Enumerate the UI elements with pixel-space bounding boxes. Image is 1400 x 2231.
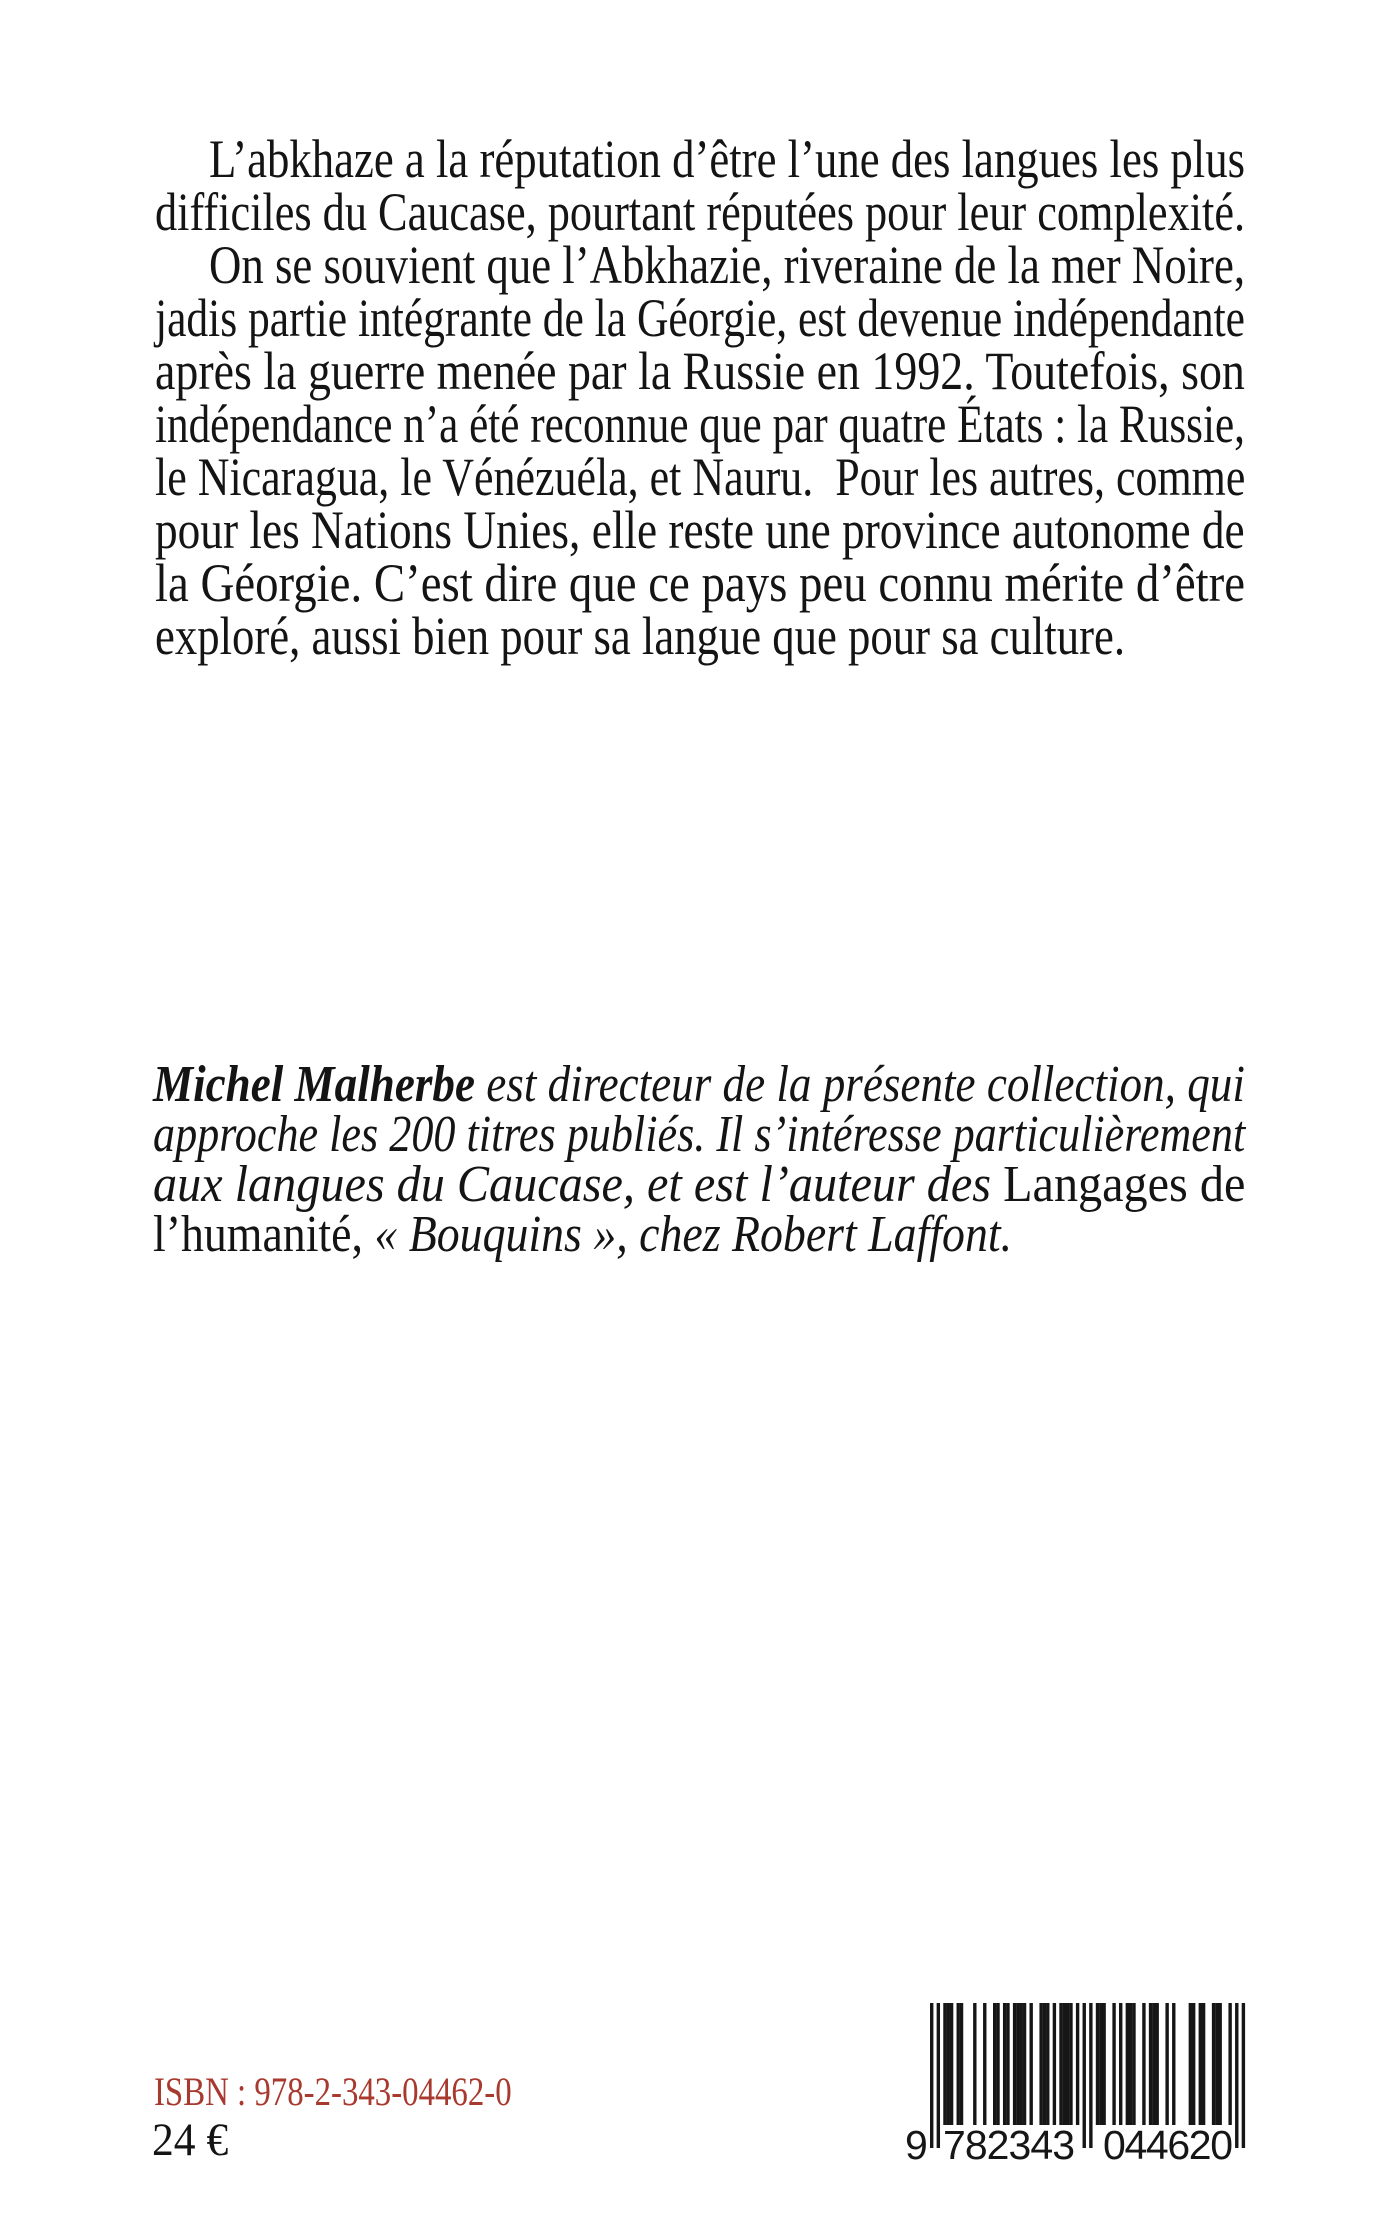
bio-text: aux langues du Caucase, et est l’auteur des	[153, 1156, 992, 1213]
synopsis-line	[155, 500, 1245, 560]
synopsis-line	[155, 129, 1246, 189]
ean13-barcode	[903, 2003, 1253, 2165]
synopsis-line-text: exploré, aussi bien pour sa langue que pour sa culture.	[155, 606, 1126, 666]
synopsis-line	[155, 447, 1246, 507]
barcode-right-digits: 044620	[1103, 2122, 1233, 2165]
price-label	[152, 2114, 229, 2166]
synopsis-line-text: difficiles du Caucase, pourtant réputées pour leur complexité.	[155, 182, 1246, 242]
synopsis-line	[155, 341, 1245, 401]
barcode-left-digits: 782343	[943, 2122, 1075, 2165]
bio-line	[153, 1106, 1246, 1163]
synopsis-line-text: indépendance n’a été reconnue que par quatre États : la Russie,	[155, 394, 1245, 454]
bio-text: est directeur de la présente collection, qui	[474, 1056, 1245, 1113]
synopsis-line	[155, 235, 1246, 295]
synopsis-line	[155, 553, 1246, 613]
synopsis-line-text: la Géorgie. C’est dire que ce pays peu connu mérite d’être	[155, 553, 1246, 613]
isbn-label	[154, 2069, 512, 2114]
bio-line-text: approche les 200 titres publiés. Il s’intéresse particulièrement	[153, 1106, 1246, 1163]
synopsis-line	[155, 182, 1246, 242]
book-title-part: Langages de	[991, 1156, 1246, 1213]
barcode-first-digit: 9	[905, 2122, 928, 2165]
book-title-part: l’humanité,	[153, 1206, 363, 1263]
author-bio-paragraph	[153, 1056, 1246, 1263]
synopsis-line-text: le Nicaragua, le Vénézuéla, et Nauru. Pour les autres, comme	[155, 447, 1246, 507]
price-text: 24 €	[152, 2114, 229, 2166]
bio-line-text	[153, 1056, 1245, 1113]
synopsis-line-text: jadis partie intégrante de la Géorgie, est devenue indépendante	[155, 288, 1245, 348]
synopsis-line	[155, 288, 1245, 348]
synopsis-line	[155, 394, 1245, 454]
author-name: Michel Malherbe	[153, 1056, 475, 1113]
bio-line-text	[153, 1206, 1013, 1263]
bio-line	[153, 1056, 1245, 1113]
synopsis-line-text: après la guerre menée par la Russie en 1992. Toutefois, son	[155, 341, 1245, 401]
isbn-text: ISBN : 978-2-343-04462-0	[154, 2069, 512, 2114]
synopsis-line	[155, 606, 1245, 666]
synopsis-line-text: L’abkhaze a la réputation d’être l’une des langues les plus	[209, 129, 1246, 189]
synopsis-line-text: On se souvient que l’Abkhazie, riveraine de la mer Noire,	[209, 235, 1246, 295]
synopsis-line-text: pour les Nations Unies, elle reste une province autonome de	[155, 500, 1245, 560]
synopsis-paragraph	[155, 129, 1246, 666]
bio-line-text	[153, 1156, 1246, 1213]
bio-line	[153, 1206, 1245, 1263]
bio-text: « Bouquins », chez Robert Laffont.	[362, 1206, 1013, 1263]
bio-line	[153, 1156, 1246, 1213]
